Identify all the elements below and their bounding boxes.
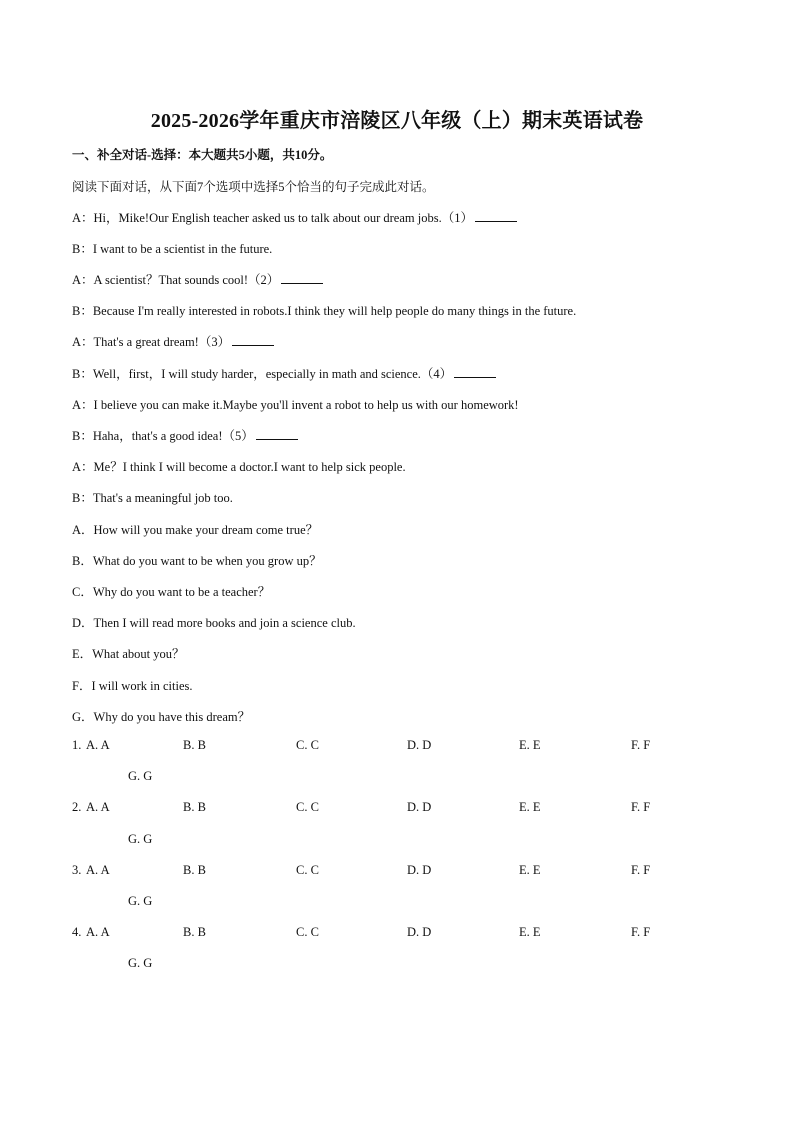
- option-f[interactable]: F. F: [631, 800, 651, 814]
- question-row-continued: [72, 956, 722, 974]
- answer-blank[interactable]: [256, 427, 298, 440]
- answer-blank[interactable]: [454, 365, 496, 378]
- option-b[interactable]: B. B: [183, 863, 206, 877]
- option-d[interactable]: D. D: [407, 738, 432, 752]
- option-g[interactable]: G. G: [128, 956, 153, 970]
- answer-blank[interactable]: [281, 271, 323, 284]
- choice-option: D．Then I will read more books and join a science club.: [72, 616, 356, 630]
- dialogue-line: A：I believe you can make it.Maybe you'll invent a robot to help us with our homework!: [72, 398, 519, 412]
- choice-option: F．I will work in cities.: [72, 679, 193, 693]
- dialogue-line: A：Hi，Mike!Our English teacher asked us to talk about our dream jobs.（1）: [72, 208, 517, 226]
- option-a[interactable]: A. A: [86, 925, 110, 939]
- option-c[interactable]: C. C: [296, 738, 319, 752]
- dialogue-line: A：A scientist？That sounds cool!（2）: [72, 270, 323, 288]
- option-a[interactable]: A. A: [86, 863, 110, 877]
- question-row: [72, 800, 722, 818]
- choice-option: B．What do you want to be when you grow up？: [72, 554, 322, 568]
- option-d[interactable]: D. D: [407, 925, 432, 939]
- question-row: [72, 925, 722, 943]
- option-d[interactable]: D. D: [407, 863, 432, 877]
- question-number: 3.: [72, 863, 82, 877]
- option-g[interactable]: G. G: [128, 894, 153, 908]
- option-f[interactable]: F. F: [631, 925, 651, 939]
- option-f[interactable]: F. F: [631, 738, 651, 752]
- option-b[interactable]: B. B: [183, 800, 206, 814]
- dialogue-line: B：Haha，that's a good idea!（5）: [72, 426, 298, 444]
- option-c[interactable]: C. C: [296, 863, 319, 877]
- dialogue-line: B：That's a meaningful job too.: [72, 491, 233, 505]
- section-heading: 一、补全对话-选择：本大题共5小题，共10分。: [72, 148, 333, 162]
- choice-option: C．Why do you want to be a teacher？: [72, 585, 271, 599]
- option-c[interactable]: C. C: [296, 925, 319, 939]
- answer-blank[interactable]: [475, 209, 517, 222]
- question-row-continued: [72, 832, 722, 850]
- dialogue-line: A：That's a great dream!（3）: [72, 332, 274, 350]
- instruction-text: 阅读下面对话，从下面7个选项中选择5个恰当的句子完成此对话。: [72, 180, 435, 194]
- option-g[interactable]: G. G: [128, 832, 153, 846]
- answer-blank[interactable]: [232, 333, 274, 346]
- question-number: 2.: [72, 800, 82, 814]
- dialogue-line: A：Me？I think I will become a doctor.I want to help sick people.: [72, 460, 406, 474]
- option-d[interactable]: D. D: [407, 800, 432, 814]
- option-e[interactable]: E. E: [519, 738, 541, 752]
- option-c[interactable]: C. C: [296, 800, 319, 814]
- option-b[interactable]: B. B: [183, 925, 206, 939]
- dialogue-line: B：Because I'm really interested in robots.I think they will help people do many things in the future.: [72, 304, 577, 318]
- option-e[interactable]: E. E: [519, 863, 541, 877]
- question-row: [72, 863, 722, 881]
- choice-option: G．Why do you have this dream？: [72, 710, 251, 724]
- question-row: [72, 738, 722, 756]
- question-row-continued: [72, 769, 722, 787]
- option-e[interactable]: E. E: [519, 925, 541, 939]
- option-g[interactable]: G. G: [128, 769, 153, 783]
- option-a[interactable]: A. A: [86, 738, 110, 752]
- question-number: 4.: [72, 925, 82, 939]
- dialogue-line: B：Well，first，I will study harder，especially in math and science.（4）: [72, 364, 496, 382]
- option-b[interactable]: B. B: [183, 738, 206, 752]
- choice-option: A．How will you make your dream come true？: [72, 523, 319, 537]
- option-a[interactable]: A. A: [86, 800, 110, 814]
- dialogue-line: B：I want to be a scientist in the future.: [72, 242, 273, 256]
- option-e[interactable]: E. E: [519, 800, 541, 814]
- option-f[interactable]: F. F: [631, 863, 651, 877]
- page-title: 2025-2026学年重庆市涪陵区八年级（上）期末英语试卷: [150, 110, 644, 132]
- question-row-continued: [72, 894, 722, 912]
- question-number: 1.: [72, 738, 82, 752]
- choice-option: E．What about you？: [72, 647, 185, 661]
